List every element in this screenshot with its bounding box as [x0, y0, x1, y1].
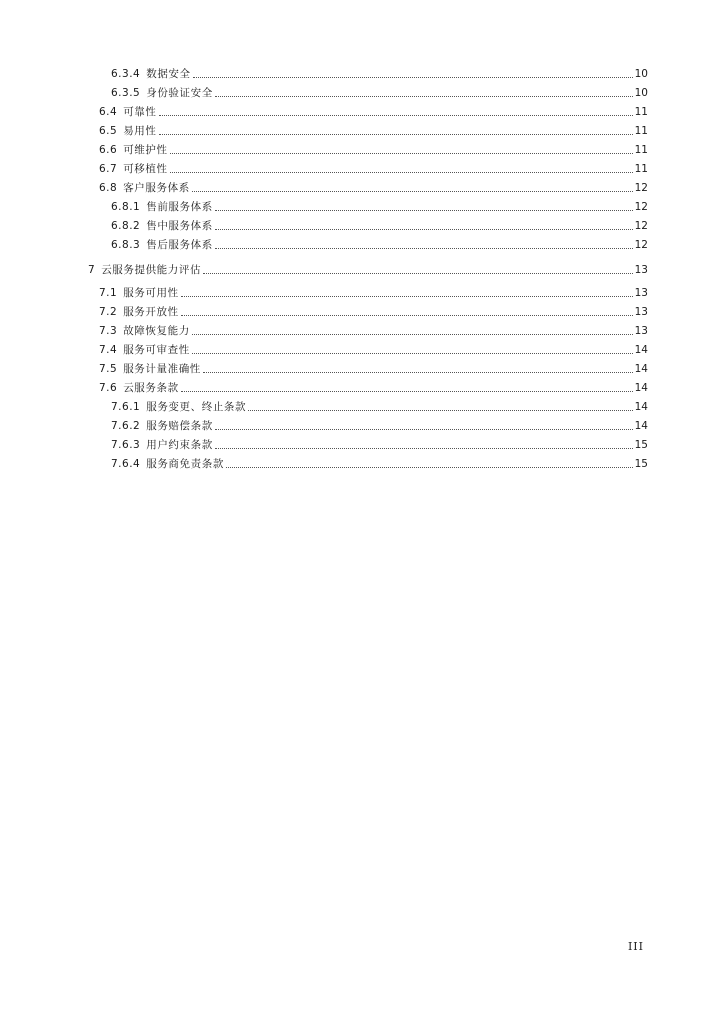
dot-leader — [215, 448, 633, 449]
dot-leader — [203, 273, 633, 274]
dot-leader — [170, 153, 633, 154]
toc-entry-number: 6.8.3 — [111, 239, 141, 251]
toc-entry-title: 可靠性 — [123, 106, 157, 118]
toc-entry[interactable] — [99, 342, 648, 357]
toc-entry-page: 13 — [634, 306, 648, 318]
toc-entry[interactable] — [111, 237, 648, 252]
toc-entry-number: 6.4 — [99, 106, 118, 118]
toc-entry-title: 故障恢复能力 — [123, 325, 190, 337]
toc-entry-title: 服务赔偿条款 — [146, 420, 213, 432]
toc-entry-page: 12 — [634, 239, 648, 251]
toc-entry-title: 服务变更、终止条款 — [146, 401, 247, 413]
toc-entry-title: 易用性 — [123, 125, 157, 137]
dot-leader — [193, 77, 633, 78]
toc-entry-number: 6.8 — [99, 182, 118, 194]
toc-entry-page: 12 — [634, 182, 648, 194]
toc-entry-title: 服务可审查性 — [123, 344, 190, 356]
toc-entry[interactable] — [111, 456, 648, 471]
toc-entry-page: 11 — [634, 125, 648, 137]
toc-entry-number: 7.6.1 — [111, 401, 141, 413]
toc-entry-number: 6.8.2 — [111, 220, 141, 232]
toc-entry[interactable] — [111, 418, 648, 433]
toc-entry-page: 13 — [634, 325, 648, 337]
toc-entry-page: 10 — [634, 68, 648, 80]
toc-entry-title: 服务可用性 — [123, 287, 179, 299]
toc-entry-page: 14 — [634, 344, 648, 356]
dot-leader — [226, 467, 633, 468]
toc-entry-page: 15 — [634, 439, 648, 451]
dot-leader — [192, 334, 633, 335]
toc-entry-number: 7.6.4 — [111, 458, 141, 470]
dot-leader — [215, 248, 633, 249]
toc-entry[interactable] — [99, 104, 648, 119]
dot-leader — [170, 172, 633, 173]
dot-leader — [159, 134, 633, 135]
toc-entry-page: 11 — [634, 106, 648, 118]
toc-entry[interactable] — [88, 262, 648, 277]
toc-entry-number: 7.4 — [99, 344, 118, 356]
dot-leader — [215, 96, 633, 97]
toc-entry-number: 6.3.5 — [111, 87, 141, 99]
dot-leader — [192, 353, 633, 354]
toc-entry-title: 售中服务体系 — [146, 220, 213, 232]
toc-entry-title: 数据安全 — [146, 68, 191, 80]
toc-entry-page: 14 — [634, 382, 648, 394]
toc-entry-page: 13 — [634, 287, 648, 299]
dot-leader — [181, 315, 633, 316]
toc-entry-number: 6.6 — [99, 144, 118, 156]
toc-entry-number: 7.6.3 — [111, 439, 141, 451]
toc-entry-title: 身份验证安全 — [146, 87, 213, 99]
toc-entry-title: 服务商免责条款 — [146, 458, 224, 470]
toc-entry-page: 12 — [634, 201, 648, 213]
toc-entry-number: 6.3.4 — [111, 68, 141, 80]
toc-entry-page: 11 — [634, 163, 648, 175]
toc-entry-page: 13 — [634, 264, 648, 276]
page-number: III — [627, 940, 644, 953]
toc-entry-title: 服务计量准确性 — [123, 363, 201, 375]
toc-entry-page: 14 — [634, 363, 648, 375]
toc-entry-title: 用户约束条款 — [146, 439, 213, 451]
toc-entry-page: 14 — [634, 401, 648, 413]
toc-entry[interactable] — [99, 361, 648, 376]
dot-leader — [215, 229, 633, 230]
toc-entry-number: 6.5 — [99, 125, 118, 137]
toc-entry[interactable] — [99, 142, 648, 157]
dot-leader — [181, 391, 633, 392]
toc-entry[interactable] — [111, 66, 648, 81]
toc-entry-page: 15 — [634, 458, 648, 470]
toc-entry[interactable] — [111, 199, 648, 214]
dot-leader — [215, 210, 633, 211]
toc-entry-title: 可维护性 — [123, 144, 168, 156]
toc-entry[interactable] — [99, 180, 648, 195]
toc-entry-number: 7.2 — [99, 306, 118, 318]
toc-entry-page: 12 — [634, 220, 648, 232]
toc-entry-title: 售后服务体系 — [146, 239, 213, 251]
toc-entry-number: 7.6 — [99, 382, 118, 394]
toc-entry-title: 云服务提供能力评估 — [101, 264, 202, 276]
toc-entry[interactable] — [111, 218, 648, 233]
toc-entry-number: 7 — [88, 264, 96, 276]
toc-entry-title: 售前服务体系 — [146, 201, 213, 213]
toc-entry-title: 可移植性 — [123, 163, 168, 175]
toc-entry-page: 11 — [634, 144, 648, 156]
toc-entry-title: 服务开放性 — [123, 306, 179, 318]
toc-entry-title: 客户服务体系 — [123, 182, 190, 194]
toc-entry[interactable] — [99, 161, 648, 176]
toc-entry[interactable] — [111, 85, 648, 100]
toc-entry[interactable] — [99, 285, 648, 300]
toc-entry-title: 云服务条款 — [123, 382, 179, 394]
toc-entry-number: 7.5 — [99, 363, 118, 375]
dot-leader — [248, 410, 633, 411]
dot-leader — [181, 296, 633, 297]
dot-leader — [192, 191, 633, 192]
dot-leader — [203, 372, 633, 373]
toc-entry[interactable] — [111, 399, 648, 414]
toc-entry-page: 14 — [634, 420, 648, 432]
dot-leader — [159, 115, 633, 116]
toc-entry-number: 6.7 — [99, 163, 118, 175]
toc-entry-number: 7.3 — [99, 325, 118, 337]
dot-leader — [215, 429, 633, 430]
toc-entry[interactable] — [99, 123, 648, 138]
toc-entry[interactable] — [99, 380, 648, 395]
toc-entry[interactable] — [99, 323, 648, 338]
toc-entry-number: 7.6.2 — [111, 420, 141, 432]
toc-entry[interactable] — [99, 304, 648, 319]
toc-entry-number: 7.1 — [99, 287, 118, 299]
toc-entry-number: 6.8.1 — [111, 201, 141, 213]
toc-entry-page: 10 — [634, 87, 648, 99]
toc-entry[interactable] — [111, 437, 648, 452]
